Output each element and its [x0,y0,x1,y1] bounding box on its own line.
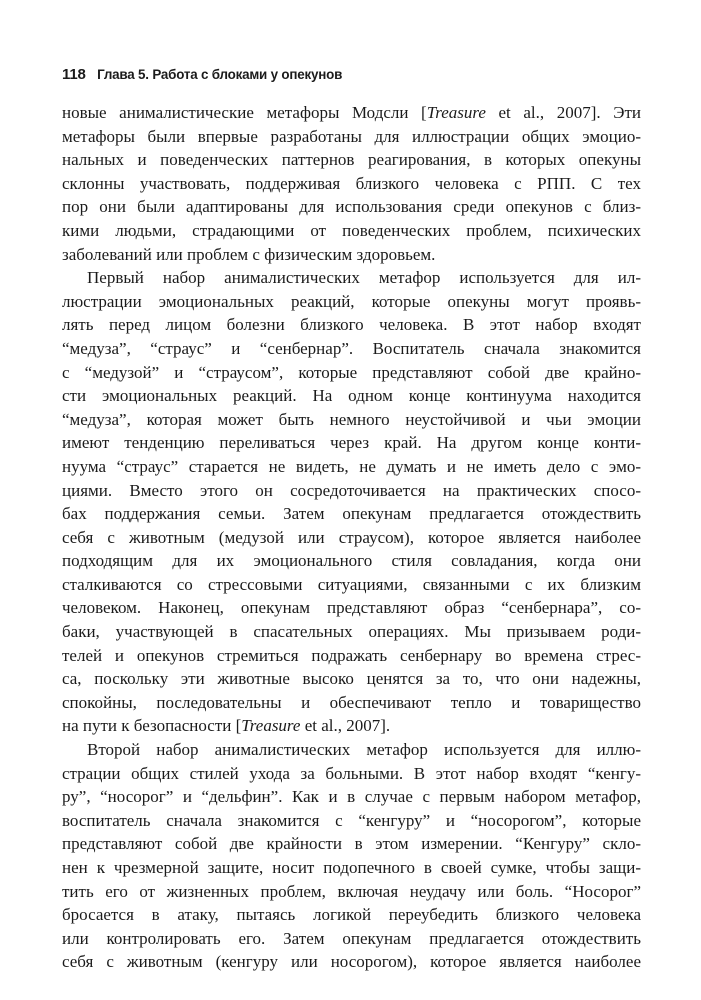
text-line: баки, участвующей в спасательных операциях. Мы призываем роди- [62,622,641,642]
text-line: люстрации эмоциональных реакций, которые опекуны могут проявь- [62,291,641,311]
text-line: сталкиваются со стрессовыми ситуациями, связанными с их близким [62,574,641,594]
text-line: человеком. Наконец, опекунам представляют образ “сенбернара”, со- [62,598,641,618]
text-line: пор они были адаптированы для использования среди опекунов с близ- [62,197,641,217]
text-line: на пути к безопасности [Treasure et al., 2007]. [62,716,391,736]
text-line: имеют тенденцию переливаться через край. На другом конце конти- [62,433,641,453]
text-line: лять перед лицом болезни близкого человека. В этот набор входят [62,315,641,335]
text-line: подходящим для их эмоционального стиля совладания, когда они [62,551,641,571]
text-line: бах поддержания семьи. Затем опекунам предлагается отождествить [62,504,641,524]
text-line: склонны участвовать, поддерживая близкого человека с РПП. С тех [62,173,641,193]
running-head [62,64,642,86]
text-line: ру”, “носорог” и “дельфин”. Как и в случае с первым набором метафор, [62,787,641,807]
text-line: сти эмоциональных реакций. На одном конце континуума находится [62,386,641,406]
text-line: циями. Вместо этого он сосредоточивается на практических спосо- [62,480,641,500]
text-line: “медуза”, которая может быть немного неустойчивой и чьи эмоции [62,409,641,429]
text-line: представляют собой две крайности в этом измерении. “Кенгуру” скло- [62,834,641,854]
text-line: нальных и поведенческих паттернов реагирования, в которых опекуны [62,150,641,170]
text-line: бросается в атаку, пытаясь логикой переубедить близкого человека [62,905,641,925]
text-line: воспитатель сначала знакомится с “кенгуру” и “носорогом”, которые [62,810,641,830]
text-line: или контролировать его. Затем опекунам предлагается отождествить [62,928,641,948]
text-line: Второй набор анималистических метафор используется для иллю- [87,740,641,760]
chapter-title: Глава 5. Работа с блоками у опекунов [97,67,343,82]
body-text [62,101,641,974]
text-line: новые анималистические метафоры Модсли [Treasure et al., 2007]. Эти [62,103,641,122]
text-line: телей и опекунов стремиться подражать сенбернару во времена стрес- [62,645,641,665]
text-line: метафоры были впервые разработаны для иллюстрации общих эмоцио- [62,126,641,146]
text-line: нен к чрезмерной защите, носит подопечного в своей сумке, чтобы защи- [62,858,641,877]
text-line: с “медузой” и “страусом”, которые представляют собой две крайно- [62,362,641,382]
page-number: 118 [62,66,86,83]
text-line: “медуза”, “страус” и “сенбернар”. Воспитатель сначала знакомится [62,338,641,358]
text-line: себя с животным (кенгуру или носорогом), которое является наиболее [62,952,641,972]
text-line: Первый набор анималистических метафор используется для ил- [87,268,641,288]
text-line: кими людьми, страдающими от поведенческих проблем, психических [62,220,641,240]
text-line: страции общих стилей ухода за больными. В этот набор входят “кенгу- [62,763,641,783]
text-line: себя с животным (медузой или страусом), которое является наиболее [62,527,641,547]
text-line: заболеваний или проблем с физическим здоровьем. [62,244,436,264]
text-line: са, поскольку эти животные высоко ценятся за то, что они надежны, [62,669,641,689]
text-line: спокойны, последовательны и обеспечивают тепло и товарищество [62,692,641,712]
text-line: нуума “страус” старается не видеть, не думать и не иметь дело с эмо- [62,456,641,476]
text-line: тить его от жизненных проблем, включая неудачу или боль. “Носорог” [62,881,641,901]
